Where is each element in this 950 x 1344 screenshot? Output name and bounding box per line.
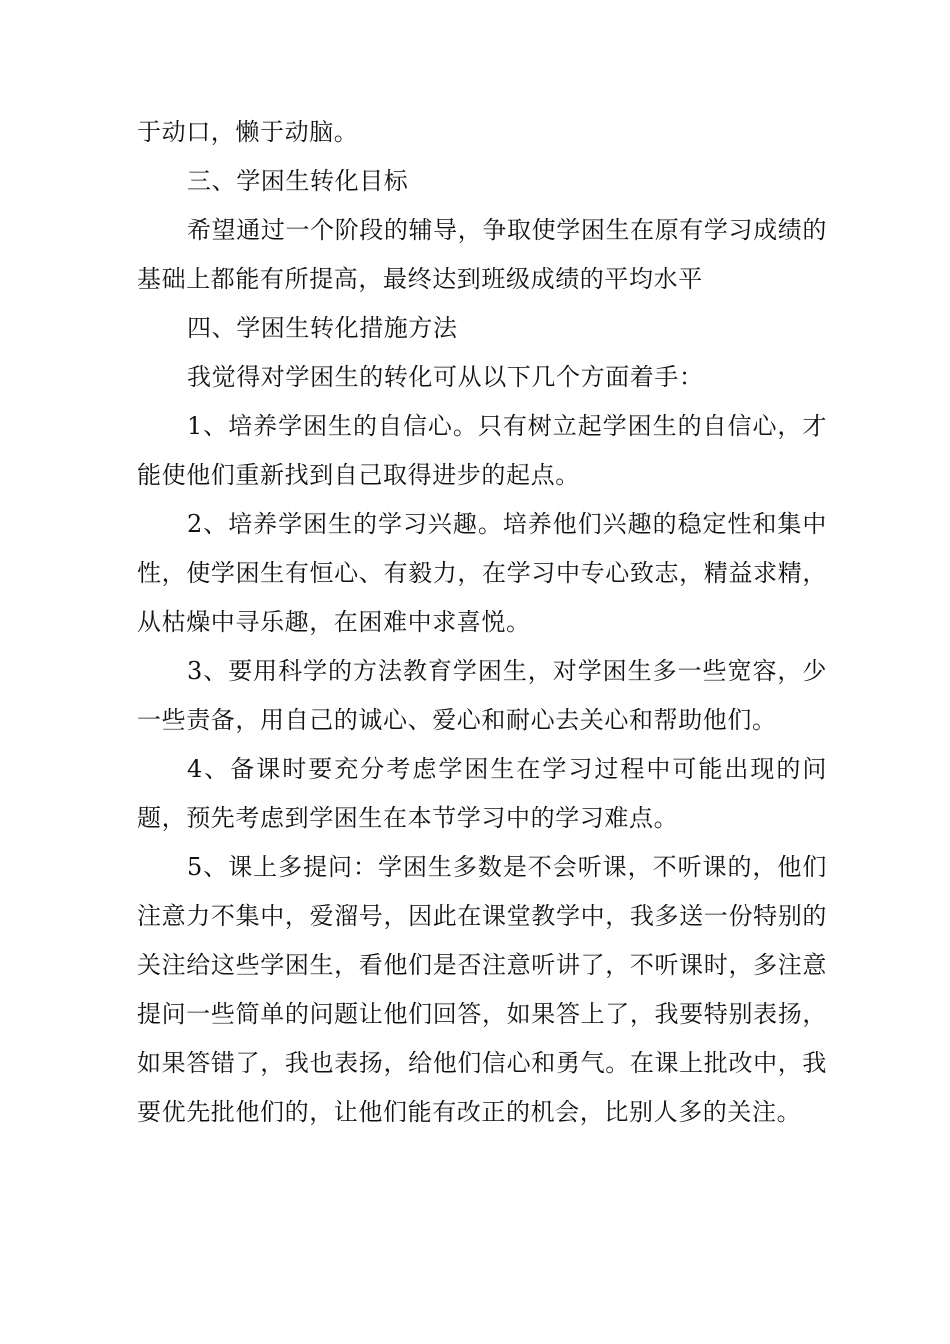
section-heading-goals: 三、学困生转化目标 bbox=[187, 167, 409, 195]
section-heading-methods: 四、学困生转化措施方法 bbox=[187, 314, 458, 342]
paragraph-methods-intro: 我觉得对学困生的转化可从以下几个方面着手： bbox=[187, 363, 704, 391]
paragraph-goals: 希望通过一个阶段的辅导，争取使学困生在原有学习成绩的基础上都能有所提高，最终达到班级成绩的平均水平 bbox=[137, 216, 827, 293]
list-item-2: 2、培养学困生的学习兴趣。培养他们兴趣的稳定性和集中性，使学困生有恒心、有毅力，在学习中专心致志，精益求精，从枯燥中寻乐趣，在困难中求喜悦。 bbox=[137, 510, 827, 636]
list-item-4: 4、备课时要充分考虑学困生在学习过程中可能出现的问题，预先考虑到学困生在本节学习中的学习难点。 bbox=[137, 755, 827, 832]
list-item-3: 3、要用科学的方法教育学困生，对学困生多一些宽容，少一些责备，用自己的诚心、爱心和耐心去关心和帮助他们。 bbox=[137, 657, 827, 734]
list-item-1: 1、培养学困生的自信心。只有树立起学困生的自信心，才能使他们重新找到自己取得进步的起点。 bbox=[137, 412, 827, 489]
list-item-5: 5、课上多提问：学困生多数是不会听课，不听课的，他们注意力不集中，爱溜号，因此在课堂教学中，我多送一份特别的关注给这些学困生，看他们是否注意听讲了，不听课时，多注意提问一些简单的问题让他们回答，如果答上了，我要特别表扬，如果答错了，我也表扬，给他们信心和勇气。在课上批改中，我要优先批他们的，让他们能有改正的机会，比别人多的关注。 bbox=[137, 853, 827, 1126]
document-body bbox=[137, 108, 827, 1137]
paragraph-continuation: 于动口，懒于动脑。 bbox=[137, 118, 359, 146]
